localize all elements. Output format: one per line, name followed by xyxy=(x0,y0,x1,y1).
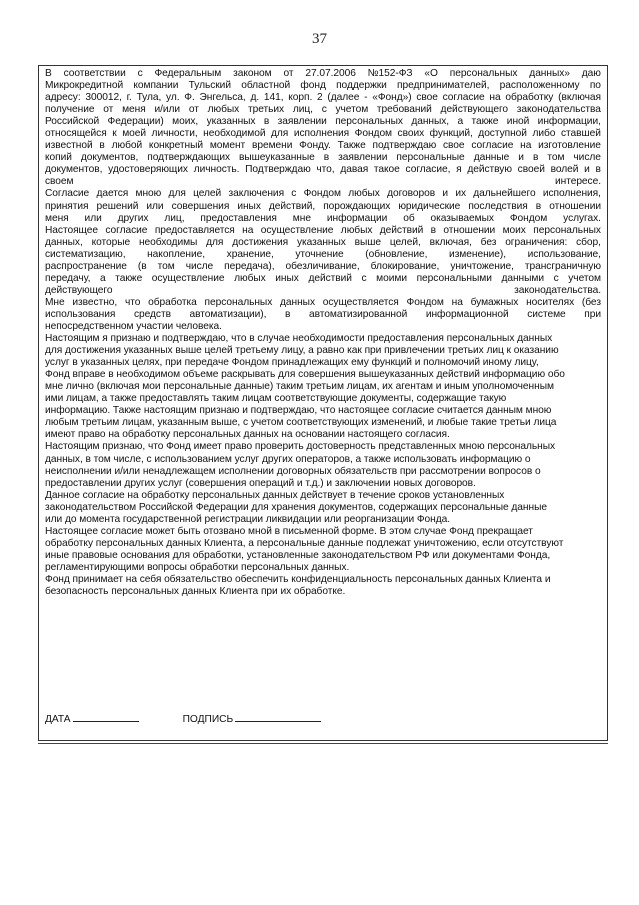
text-line: любым третьим лицам, указанным выше, с учетом соответствующих изменений, и любые такие третьи лица xyxy=(45,417,557,429)
text-line: В соответствии с Федеральным законом от 27.07.2006 №152-ФЗ «О персональных данных» даю xyxy=(45,68,601,79)
text-line: или до момента государственной регистрации ликвидации или реорганизации Фонда. xyxy=(45,513,451,525)
text-line: Настоящее согласие может быть отозвано мной в письменной форме. В этом случае Фонд прекращает xyxy=(45,525,533,537)
date-blank[interactable] xyxy=(73,711,139,722)
text-line: получение от меня и/или от любых третьих лиц, с учетом требований действующего законодательства xyxy=(45,104,601,116)
text-line: Настоящим я признаю и подтверждаю, что в случае необходимости предоставления персональных данных xyxy=(45,333,553,345)
text-line: копий документов, подтверждающих вышеуказанные в заявлении персональные данные и в том числе xyxy=(45,152,601,164)
text-line: неисполнении и/или ненадлежащем исполнении договорных обязательств при рассмотрении вопросов о xyxy=(45,465,541,477)
text-line: использования средств автоматизации), в автоматизированной информационной системе при xyxy=(45,308,601,320)
text-line: Фонд принимает на себя обязательство обеспечить конфиденциальность персональных данных Клиента и xyxy=(45,573,551,585)
text-line: законодательством Российской Федерации для хранения документов, содержащих персональные данные xyxy=(45,501,547,513)
text-line: услуг в указанных целях, при передаче Фондом принадлежащих ему функций и полномочий иному лицу, xyxy=(45,357,539,369)
text-line: действующего законодательства. xyxy=(45,284,601,296)
date-label: ДАТА xyxy=(45,714,71,725)
text-line: передачу, а также осуществление любых иных действий с моими персональными данными с учетом xyxy=(45,272,601,284)
text-line: для достижения указанных выше целей третьему лицу, а равно как при привлечении третьих лиц к оказанию xyxy=(45,345,559,357)
text-line: Данное согласие на обработку персональных данных действует в течение сроков установленных xyxy=(45,489,505,501)
text-line: непосредственном участии человека. xyxy=(45,320,222,332)
text-line: данных, которые необходимы для достижения указанных выше целей, включая, без ограничения: сбор, xyxy=(45,236,601,248)
consent-text xyxy=(45,68,601,598)
text-line: Мне известно, что обработка персональных данных осуществляется Фондом на бумажных носителях (без xyxy=(45,296,601,308)
page-number: 37 xyxy=(312,31,327,47)
text-line: данных, в том числе, с использованием услуг других операторов, а также использовать информацию о xyxy=(45,453,531,465)
text-line: принятия решений или совершения иных действий, порождающих юридические последствия в отношении xyxy=(45,200,601,212)
text-line: безопасность персональных данных Клиента при их обработке. xyxy=(45,586,346,598)
text-line: систематизацию, накопление, хранение, уточнение (обновление, изменение), использование, xyxy=(45,248,601,260)
text-line: своем интересе. xyxy=(45,176,601,188)
text-line: Настоящим признаю, что Фонд имеет право проверить достоверность представленных мною персональных xyxy=(45,441,556,453)
text-line: меня или других лиц, предоставления мне информации об оказываемых Фондом услугах. xyxy=(45,212,601,224)
text-line: Микрокредитной компании Тульский областной фонд поддержки предпринимателей, расположенному по xyxy=(45,80,601,92)
signature-row xyxy=(45,711,321,725)
text-line: имеют право на обработку персональных данных на основании настоящего согласия. xyxy=(45,429,450,441)
text-line: адресу: 300012, г. Тула, ул. Ф. Энгельса, д. 141, корп. 2 (далее - «Фонд») свое согласие на обработку (включая xyxy=(45,92,601,104)
signature-blank[interactable] xyxy=(235,711,321,722)
text-line: распространение (в том числе передача), обезличивание, блокирование, уничтожение, трансграничную xyxy=(45,260,601,272)
signature-label: ПОДПИСЬ xyxy=(182,714,234,725)
text-line: предоставлении других услуг (совершения операций и т.д.) и заключении новых договоров. xyxy=(45,477,476,489)
text-line: Настоящее согласие предоставляется на осуществление любых действий в отношении моих персональных xyxy=(45,224,601,236)
date-field xyxy=(45,711,139,725)
consent-form-frame xyxy=(38,65,608,741)
text-line: документов, удостоверяющих личность. Подтверждаю что, давая такое согласие, я действую своей волей и в xyxy=(45,164,601,176)
text-line: регламентирующими вопросы обработки персональных данных. xyxy=(45,561,350,573)
text-line: известной в любой конкретный момент времени Фонду. Также подтверждаю свое согласие на изготовление xyxy=(45,140,601,152)
text-line: информацию. Также настоящим признаю и подтверждаю, что настоящее согласие считается данным мною xyxy=(45,405,552,417)
text-line: Фонд вправе в необходимом объеме раскрывать для совершения вышеуказанных действий информацию обо xyxy=(45,369,565,381)
text-line: обработку персональных данных Клиента, а персональные данные подлежат уничтожению, если отсутствуют xyxy=(45,537,564,549)
signature-field xyxy=(183,711,322,725)
text-line: мне лично (включая мои персональные данные) таким третьим лицам, их агентам и иным уполномоченным xyxy=(45,381,554,393)
text-line: Согласие дается мною для целей заключения с Фондом любых договоров и их дальнейшего исполнения, xyxy=(45,188,601,200)
text-line: ими лицам, а также предоставлять таким лицам соответствующие документы, содержащие такую xyxy=(45,393,507,405)
text-line: иные правовые основания для обработки, установленные законодательством РФ или документами Фонда, xyxy=(45,549,551,561)
text-line: Российской Федерации) моих, указанных в заявлении персональных данных, а также иной информации, xyxy=(45,116,601,128)
text-line: относящейся к моей личности, необходимой для исполнения Фондом своих функций, доступной либо ставшей xyxy=(45,128,601,140)
